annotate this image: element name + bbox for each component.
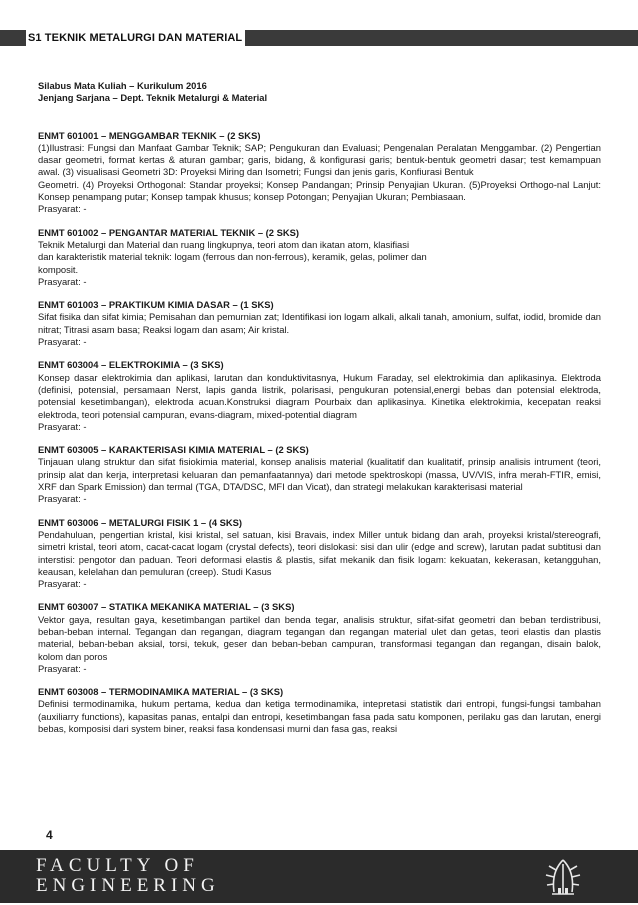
course-entry xyxy=(38,227,601,288)
faculty-line-1: FACULTY OF xyxy=(36,855,199,876)
course-title: ENMT 601003 – PRAKTIKUM KIMIA DASAR – (1 SKS) xyxy=(38,299,274,311)
course-description: Pendahuluan, pengertian kristal, kisi kristal, sel satuan, kisi Bravais, index Miller untuk bidang dan arah, proyeksi kristal/stereografi, simetri kristal, teori atom, cacat-cacat logam (crystal defects), teori dislokasi: sisi dan ulir (edge and screw), larutan padat subtitusi dan interstisi: pengotor dan paduan. Teori deformasi elastis & plastis, sifat mekanik dan fisik logam: kekuatan, kekerasan, ketangguhan, keausan, kelelahan dan pemuluran (creep). Studi Kasus xyxy=(38,528,601,577)
course-description: Tinjauan ulang struktur dan sifat fisiokimia material, konsep analisis material (kualitatif dan kualitatif, prinsip analisis intrument (teori, prinsip alat dan kerja, interpretasi keluaran dan pemanfaatannya) dari metode spektroskopi (massa, UV/VIS, infra merah-FTIR, emisi, XRF dan Spark Emission) dan termal (TGA, DTA/DSC, MFI dan Vicat), dan strategi melakukan karakterisasi material xyxy=(38,456,601,493)
course-description: Teknik Metalurgi dan Material dan ruang lingkupnya, teori atom dan ikatan atom, klasifiasi xyxy=(38,238,410,250)
university-seal-icon xyxy=(540,854,586,905)
course-prerequisite: Prasyarat: - xyxy=(38,662,87,674)
course-entry xyxy=(38,517,601,591)
course-entry xyxy=(38,299,601,348)
course-description: Definisi termodinamika, hukum pertama, kedua dan ketiga termodinamika, intepretasi statistik dari entropi, fungsi-fungsi tambahan (auxiliarry functions), kapasitas panas, entalpi dan entropi, kesetimbangan fasa pada satu komponen, perilaku gas dan larutan, energi bebas, komposisi dari system biner, reaksi fasa kondensasi murni dan fasa gas, reaksi xyxy=(38,698,601,735)
course-description: Konsep dasar elektrokimia dan aplikasi, larutan dan konduktivitasnya, Hukum Faraday, sel elektrokimia dan aplikasinya. Elektroda (definisi, potensial, persamaan Nerst, lapis ganda listrik, polarisasi, pengukuran potensial,energi bebas dan potensial elektroda, potensial kesetimbangan), elektroda acuan.Konstruksi diagram Pourbaix dan aplikasinya. Kinetika elektrokimia, kecepatan reaksi elektroda, teori potensial campuran, evans-diagram, mixed-potential diagram xyxy=(38,371,601,420)
course-title: ENMT 603006 – METALURGI FISIK 1 – (4 SKS) xyxy=(38,516,243,528)
course-prerequisite: Prasyarat: - xyxy=(38,578,87,590)
intro-block xyxy=(38,80,601,105)
course-title: ENMT 601002 – PENGANTAR MATERIAL TEKNIK – (2 SKS) xyxy=(38,226,299,238)
course-description: dan karakteristik material teknik: logam (ferrous dan non-ferrous), keramik, gelas, polimer dan xyxy=(38,251,427,263)
course-entry xyxy=(38,444,601,505)
course-entry xyxy=(38,359,601,433)
course-entry xyxy=(38,601,601,675)
course-prerequisite: Prasyarat: - xyxy=(38,203,87,215)
course-prerequisite: Prasyarat: - xyxy=(38,420,87,432)
course-title: ENMT 603008 – TERMODINAMIKA MATERIAL – (3 SKS) xyxy=(38,686,284,698)
course-description: (1)Ilustrasi: Fungsi dan Manfaat Gambar Teknik; SAP; Pengukuran dan Evaluasi; Pengenalan Peralatan Menggambar. (2) Pengertian dasar geometri, format kertas & aturan gambar; garis, bidang, & konfigurasi garis; bentuk-bentuk geometri dasar; test kemampuan awal. (3) visualisasi Geometri 3D: Proyeksi Miring dan Isometri; Fungsi dan jenis garis, Konfiurasi Bentuk xyxy=(38,141,601,178)
course-description: Geometri. (4) Proyeksi Orthogonal: Standar proyeksi; Konsep Pandangan; Prinsip Penyajian Ukuran. (5)Proyeksi Orthogo-nal Lanjut: Konsep penampang putar; Konsep tampak khusus; konsep Potongan; Penyajian Ukuran; Pembiasaan. xyxy=(38,178,601,203)
course-description: komposit. xyxy=(38,263,79,275)
page-content xyxy=(38,80,601,746)
intro-line-2: Jenjang Sarjana – Dept. Teknik Metalurgi & Material xyxy=(38,92,268,104)
header-label: S1 TEKNIK METALURGI DAN MATERIAL xyxy=(26,30,245,46)
course-description: Vektor gaya, resultan gaya, kesetimbangan partikel dan benda tegar, analisis struktur, sifat-sifat geometri dan beban terdistribusi, beban-beban internal. Tegangan dan regangan, diagram tegangan dan regangan material ulet dan getas, teori elastis dan plastis material, beban-beban aksial, torsi, tekuk, geser dan beban-beban campuran, transformasi tegangan dan regangan, disain balok, kolom dan poros xyxy=(38,613,601,662)
course-description: Sifat fisika dan sifat kimia; Pemisahan dan pemurnian zat; Identifikasi ion logam alkali, alkali tanah, amonium, sulfat, iodid, bromide dan nitrat; Titrasi asam basa; Reaksi logam dan asam; Air kristal. xyxy=(38,311,601,335)
course-prerequisite: Prasyarat: - xyxy=(38,493,87,505)
course-title: ENMT 603007 – STATIKA MEKANIKA MATERIAL – (3 SKS) xyxy=(38,601,295,613)
course-entry xyxy=(38,686,601,735)
course-title: ENMT 601001 – MENGGAMBAR TEKNIK – (2 SKS) xyxy=(38,129,261,141)
faculty-wordmark xyxy=(36,856,220,896)
page-number: 4 xyxy=(46,828,53,842)
course-prerequisite: Prasyarat: - xyxy=(38,336,87,348)
course-title: ENMT 603004 – ELEKTROKIMIA – (3 SKS) xyxy=(38,359,224,371)
course-title: ENMT 603005 – KARAKTERISASI KIMIA MATERIAL – (2 SKS) xyxy=(38,444,309,456)
course-prerequisite: Prasyarat: - xyxy=(38,275,87,287)
faculty-line-2: ENGINEERING xyxy=(36,875,220,896)
intro-line-1: Silabus Mata Kuliah – Kurikulum 2016 xyxy=(38,80,207,91)
course-entry xyxy=(38,130,601,216)
